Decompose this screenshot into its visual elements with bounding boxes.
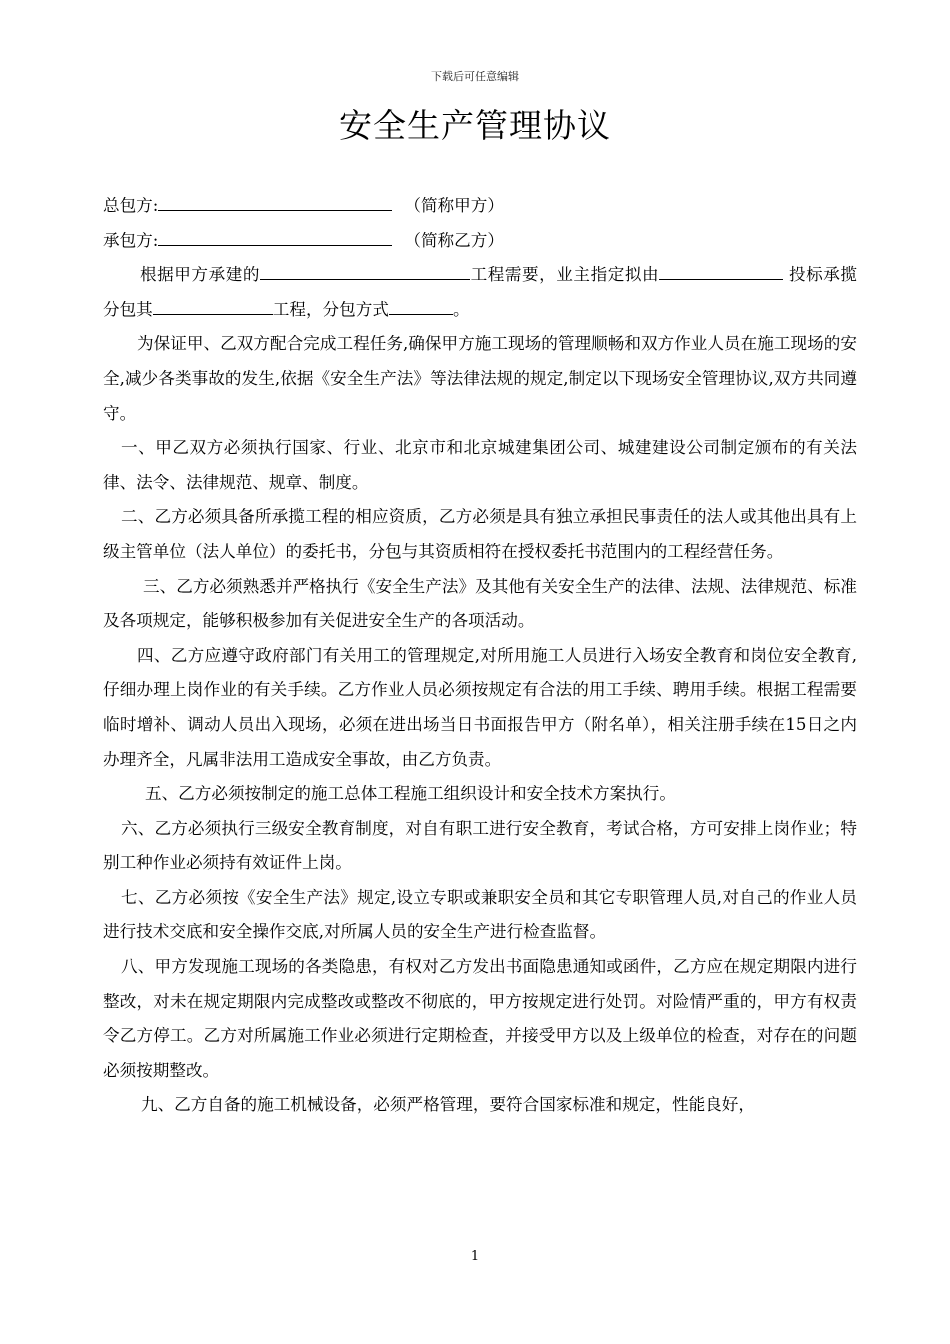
header-note: 下载后可任意编辑: [431, 70, 519, 83]
intro-text-4: 工程，分包方式: [272, 299, 389, 319]
subcontractor-suffix: （简称乙方）: [404, 230, 504, 250]
proposed-party-blank[interactable]: [659, 259, 783, 280]
intro-text-3: 投标承揽分包其: [103, 265, 858, 319]
clause-3: 三、乙方必须熟悉并严格执行《安全生产法》及其他有关安全生产的法律、法规、法律规范、标准及各项规定，能够积极参加有关促进安全生产的各项活动。: [103, 576, 857, 631]
clause-8: 八、甲方发现施工现场的各类隐患，有权对乙方发出书面隐患通知或函件，乙方应在规定期限内进行整改，对未在规定期限内完成整改或整改不彻底的，甲方按规定进行处罚。对险情严重的，甲方有权责令乙方停工。乙方对所属施工作业必须进行定期检查，并接受甲方以及上级单位的检查，对存在的问题必须按期整改。: [103, 957, 857, 1080]
intro-text-1: 根据甲方承建的: [140, 265, 261, 285]
general-contractor-line: [103, 189, 857, 224]
subcontractor-blank[interactable]: [158, 225, 392, 246]
general-contractor-suffix: （简称甲方）: [404, 196, 504, 215]
clause-1: 一、甲乙双方必须执行国家、行业、北京市和北京城建集团公司、城建建设公司制定颁布的有关法律、法令、法律规范、规章、制度。: [103, 438, 857, 492]
clause-9: 九、乙方自备的施工机械设备，必须严格管理，要符合国家标准和规定，性能良好，: [141, 1095, 755, 1115]
general-contractor-blank[interactable]: [158, 190, 392, 211]
clause-4: 四、乙方应遵守政府部门有关用工的管理规定,对所用施工人员进行入场安全教育和岗位安全教育,仔细办理上岗作业的有关手续。乙方作业人员必须按规定有合法的用工手续、聘用手续。根据工程需要临时增补、调动人员出入现场，必须在进出场当日书面报告甲方（附名单），相关注册手续在15日之内办理齐全，凡属非法用工造成安全事故，由乙方负责。: [103, 645, 857, 769]
document-body: [103, 189, 857, 1123]
subcontract-project-blank[interactable]: [153, 294, 273, 315]
document-title: 安全生产管理协议: [339, 106, 611, 145]
clause-6: 六、乙方必须执行三级安全教育制度，对自有职工进行安全教育，考试合格，方可安排上岗作业；特别工种作业必须持有效证件上岗。: [103, 818, 857, 873]
page-number: 1: [470, 1249, 480, 1264]
project-name-blank[interactable]: [260, 259, 470, 280]
clause-7: 七、乙方必须按《安全生产法》规定,设立专职或兼职安全员和其它专职管理人员,对自己的作业人员进行技术交底和安全操作交底,对所属人员的安全生产进行检查监督。: [103, 887, 857, 942]
subcontractor-label: 承包方:: [103, 230, 159, 250]
subcontract-method-blank[interactable]: [389, 294, 453, 315]
intro-text-5: 。: [452, 299, 470, 319]
general-contractor-label: 总包方:: [103, 196, 159, 215]
clause-2: 二、乙方必须具备所承揽工程的相应资质，乙方必须是具有独立承担民事责任的法人或其他出具有上级主管单位（法人单位）的委托书，分包与其资质相符在授权委托书范围内的工程经营任务。: [103, 507, 857, 561]
clause-5: 五、乙方必须按制定的施工总体工程施工组织设计和安全技术方案执行。: [145, 784, 676, 804]
intro-text-2: 工程需要，业主指定拟由: [470, 265, 660, 285]
purpose-paragraph: 为保证甲、乙双方配合完成工程任务,确保甲方施工现场的管理顺畅和双方作业人员在施工现场的安全,减少各类事故的发生,依据《安全生产法》等法律法规的规定,制定以下现场安全管理协议,双方共同遵守。: [103, 334, 857, 423]
intro-paragraph: [103, 258, 857, 327]
subcontractor-line: [103, 224, 857, 259]
